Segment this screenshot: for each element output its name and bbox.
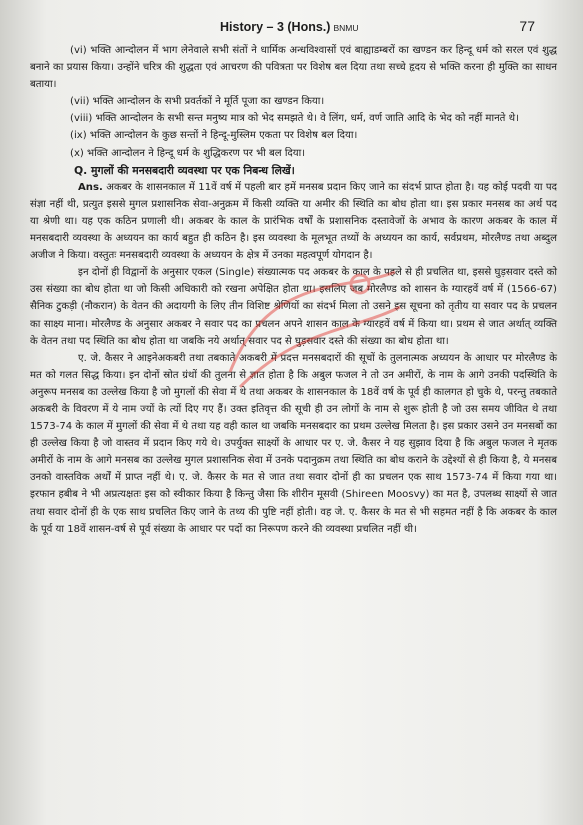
page-number: 77 [519,18,535,34]
page-content [30,42,557,538]
point-ix: (ix) भक्ति आन्दोलन के कुछ सन्तों ने हिन्दू-मुस्लिम एकता पर विशेष बल दिया। [70,130,358,142]
point-vii: (vii) भक्ति आन्दोलन के सभी प्रवर्तकों ने मूर्ति पूजा का खण्डन किया। [70,96,325,108]
point-viii: (viii) भक्ति आन्दोलन के सभी सन्त मनुष्य मात्र को भेद समझते थे। वे लिंग, धर्म, वर्ण जाति आदि के भेद को नहीं मानते थे। [70,113,519,125]
point-vi: (vi) भक्ति आन्दोलन में भाग लेनेवाले सभी संतों ने धार्मिक अन्धविश्वासों एवं बाह्याडम्बरों का खण्डन कर हिन्दू धर्म को सरल एवं शुद्ध बनाने का प्रयास किया। उन्होंने चरित्र की शुद्धता एवं आचरण की पवित्रता पर विशेष बल दिया तथा सच्चे हृदय से भक्ति करना ही मुक्ति का साधन बताया। [30,45,557,91]
page-header [30,16,557,42]
answer-intro-text: अकबर के शासनकाल में 11वें वर्ष में पहली बार हमें मनसब प्रदान किए जाने का संदर्भ प्राप्त होता है। यह कोई पदवी या पद संज्ञा नहीं थी, प्रत्युत इससे मुगल प्रशासनिक सेवा-अनुक्रम में किसी व्यक्ति या अमीर की स्थिति का बोध होता था। इस प्रकार मनसब का अर्थ पद या श्रेणी था। यह एक कठिन प्रणाली थी। अकबर के काल के प्रारंभिक वर्षों के प्रशासनिक दस्तावेजों के अभाव के कारण अकबर के काल में मनसबदारी व्यवस्था के अध्ययन का कार्य बहुत ही कठिन है। इस व्यवस्था के मूलभूत तथ्यों के अध्ययन का कार्य, सर्वप्रथम, मोरलैण्ड तथा अब्दुल अजीज ने किया। वस्तुतः मनसबदारी व्यवस्था के अध्ययन के क्षेत्र में उनका महत्वपूर्ण योगदान है। [30,181,557,262]
answer-paragraph-3: ए. जे. कैसर ने आइनेअकबरी तथा तबकाते अकबरी में प्रदत्त मनसबदारों की सूचों के तुलनात्मक अध्ययन के आधार पर मोरलैण्ड के मत को गलत सिद्ध किया। इन दोनों स्रोत ग्रंथों की तुलना से ज्ञात होता है कि अबुल फजल ने तो उन अमीरों, के नाम के आगे उनकी पदस्थिति के अनुरूप मनसब का उल्लेख किया है जो मुगलों की सेवा में थे तथा अकबर के शासनकाल के 18वें वर्ष के पूर्व ही कालगत हो चुके थे, परन्तु तबकाते अकबरी के विवरण में ये नाम ज्यों के त्यों दिए गए हैं। उक्त इतिवृत्त की सूची ही उन लोगों के नाम से शुरू होती है जो उस समय जीवित थे तथा 1573-74 के काल में मुगलों की सेवा में थे तथा यह वही काल था जबकि मनसबदार का प्रथम उल्लेख मिलता है। इस प्रकार उसने उन मनसबों का ही उल्लेख किया है जो वास्तव में प्रदान किए गये थे। उपर्युक्त साक्ष्यों के आधार पर ए. जे. कैसर ने यह सुझाव दिया है कि अबुल फजल ने मृतक अमीरों के नाम के आगे मनसब का उल्लेख मुगल प्रशासनिक सेवा में उनके पदानुक्रम तथा स्थिति का बोध कराने के उद्देश्यों से ही किया है, ये मनसब उनको वास्तविक अर्थों में प्राप्त नहीं थे। ए. जे. कैसर के मत से जात तथा सवार दोनों ही का प्रचलन एक साथ 1573-74 में किया गया था। इरफान हबीब ने भी अप्रत्यक्षतः इस को स्वीकार किया है किन्तु जैसा कि शीरीन मूसवी (Shireen Moosvy) का मत है, उपलब्ध साक्ष्यों से जात तथा सवार दोनों ही के एक साथ प्रचलित किए जाने के तथ्य की पुष्टि नहीं होती। वह जे. ए. कैसर के मत से भी सहमत नहीं है कि अकबर के काल के पूर्व या 18वें शासन-वर्ष से पूर्व संख्या के आधार पर पदों का निरूपण करने की व्यवस्था प्रचलित नहीं थी। [30,352,557,535]
question-heading: Q. मुगलों की मनसबदारी व्यवस्था पर एक निबन्ध लिखें। [74,163,295,177]
header-title-text: History – 3 (Hons.) [220,20,331,34]
answer-paragraph-2: इन दोनों ही विद्वानों के अनुसार एकल (Single) संख्यात्मक पद अकबर के काल के पहले से ही प्रचलित था, इससे घुड़सवार दस्ते को उस संख्या का बोध होता था जो किसी अधिकारी को रखना अपेक्षित होता था। इसलिए जब मोरलैण्ड को शासन के ग्यारहवें वर्ष में (1566-67) सैनिक टुकड़ी (नौकरान) के वेतन की अदायगी के लिए तीन विशिष्ट श्रेणियों का संदर्भ मिला तो उसने इस सूचना को तृतीय या सवार पद के प्रचलन का साक्ष्य माना। मोरलैण्ड के अनुसार अकबर ने सवार पद का प्रचलन अपने शासन काल के ग्यारहवें वर्ष में किया था। प्रथम से जात अर्थात् व्यक्ति के वेतन तथा पद स्थिति का बोध होता था जबकि नये अर्थात् सवार पद से घुड़सवार दस्ते की संख्या का बोध होता था। [30,267,557,347]
answer-paragraph-1 [30,179,557,264]
answer-label: Ans. [78,181,103,193]
header-subtitle: BNMU [333,23,359,33]
point-x: (x) भक्ति आन्दोलन ने हिन्दू धर्म के शुद्धिकरण पर भी बल दिया। [70,147,306,159]
header-title [220,20,358,34]
